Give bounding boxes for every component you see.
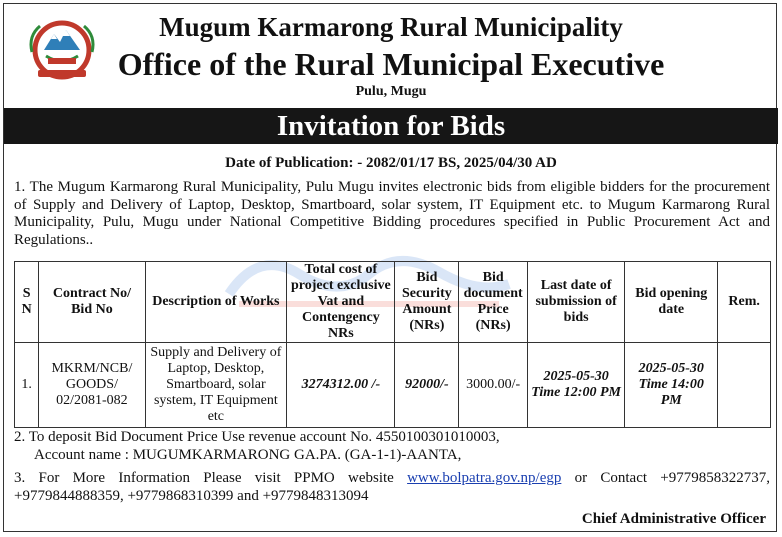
ppmo-website-link[interactable]: www.bolpatra.gov.np/egp (407, 470, 562, 486)
bids-table (14, 261, 771, 428)
contact-numbers: or Contact +9779858322737, +9779844888359, +9779868310399 and +9779848313094 (14, 470, 771, 504)
header-opening-date: Bid opening date (625, 262, 718, 343)
publication-date: Date of Publication: - 2082/01/17 BS, 2025/04/30 AD (225, 155, 557, 171)
paragraph-contact (14, 469, 770, 505)
banner-title: Invitation for Bids (4, 108, 778, 144)
cell-bid-document-price: 3000.00/- (459, 343, 528, 428)
paragraph-invitation (14, 179, 770, 249)
signature: Chief Administrative Officer (581, 511, 766, 527)
office-location: Pulu, Mugu (355, 84, 427, 99)
table-header-row (15, 262, 771, 343)
cell-contract: MKRM/NCB/ GOODS/ 02/2081-082 (39, 343, 145, 428)
header-bid-document-price: Bid document Price (NRs) (459, 262, 528, 343)
header-bid-security: Bid Security Amount (NRs) (395, 262, 459, 343)
cell-sn: 1. (15, 343, 39, 428)
paragraph-deposit (14, 428, 770, 464)
office-name: Office of the Rural Municipal Executive (117, 46, 665, 82)
header (4, 4, 778, 106)
header-last-date: Last date of submission of bids (528, 262, 625, 343)
cell-last-date: 2025-05-30 Time 12:00 PM (528, 343, 625, 428)
municipality-name: Mugum Karmarong Rural Municipality (159, 12, 623, 42)
deposit-account-line: 2. To deposit Bid Document Price Use revenue account No. 4550100301010003, (14, 429, 500, 445)
header-remarks: Rem. (718, 262, 771, 343)
notice-frame (3, 3, 777, 532)
account-name-line: Account name : MUGUMKARMARONG GA.PA. (GA-1-1)-AANTA, (34, 447, 462, 463)
contact-prefix: 3. For More Information Please visit PPMO website (14, 470, 394, 486)
table-row (15, 343, 771, 428)
header-description: Description of Works (145, 262, 287, 343)
header-total-cost: Total cost of project exclusive Vat and Contengency NRs (287, 262, 395, 343)
header-contract: Contract No/ Bid No (39, 262, 145, 343)
cell-description: Supply and Delivery of Laptop, Desktop, Smartboard, solar system, IT Equipment etc (145, 343, 287, 428)
paragraph-number: 1. (14, 179, 26, 195)
cell-total-cost: 3274312.00 /- (287, 343, 395, 428)
header-sn: S N (15, 262, 39, 343)
cell-bid-security: 92000/- (395, 343, 459, 428)
cell-remarks (718, 343, 771, 428)
cell-opening-date: 2025-05-30 Time 14:00 PM (625, 343, 718, 428)
paragraph-text: The Mugum Karmarong Rural Municipality, Pulu Mugu invites electronic bids from eligible bidders for the procurement of Supply and Delivery of Laptop, Desktop, Smartboard, solar system, IT Equipment etc. to Mugum Karmarong Rural Municipality, Pulu, Mugu under National Competitive Bidding procedures specified in Public Procurement Act and Regulations.. (14, 179, 770, 248)
